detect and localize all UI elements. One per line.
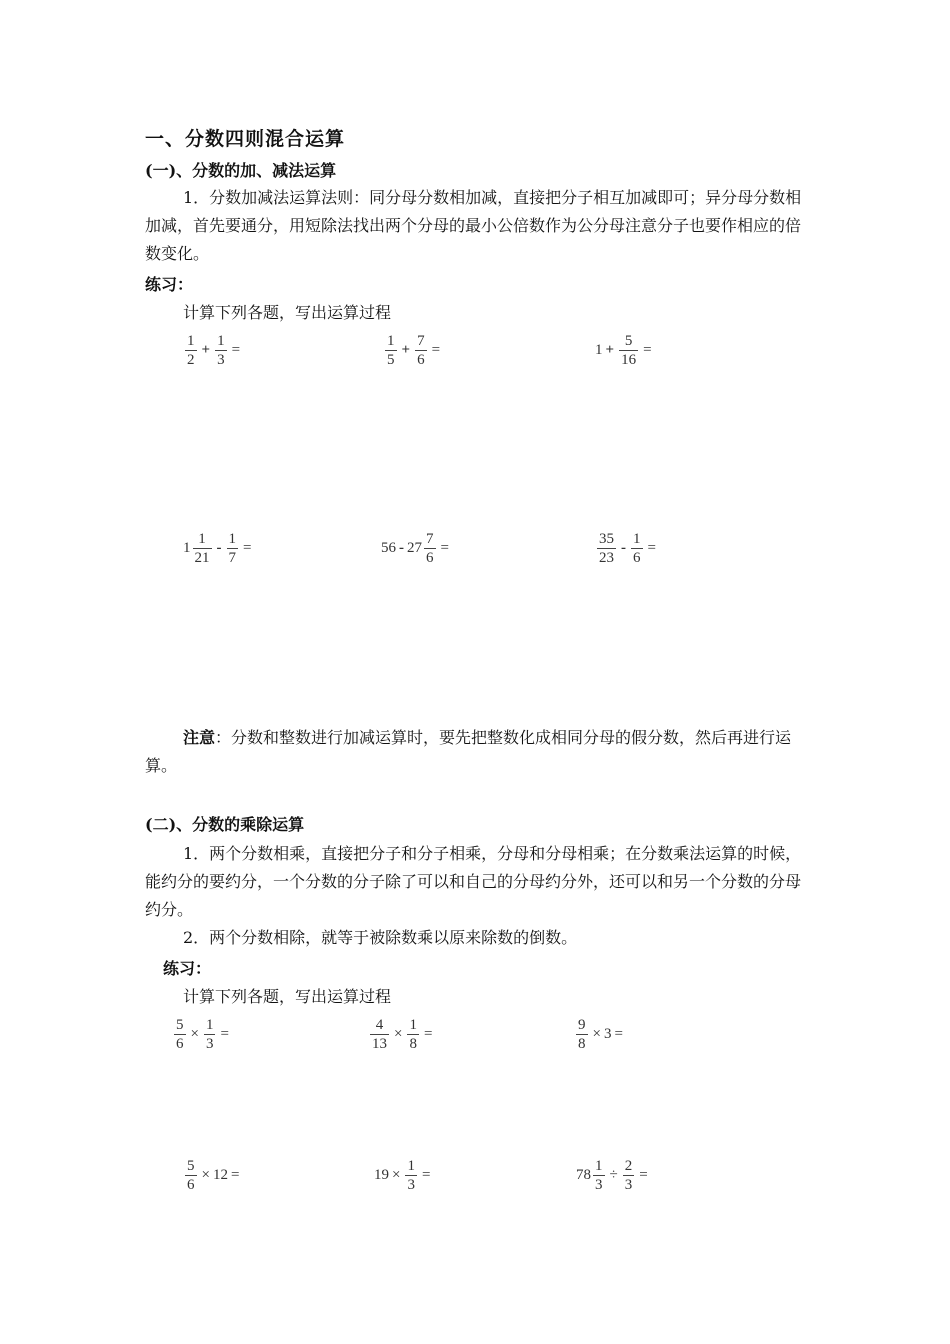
fraction: $\frac{1}{3}$ [217,333,225,368]
problem-10: $\frac{5}{6}$ × 12 = [187,1158,240,1193]
problem-3: 1 + $\frac{5}{16}$ = [595,333,652,368]
fraction: $\frac{1}{8}$ [409,1017,417,1052]
fraction: $\frac{1}{5}$ [387,333,395,368]
fraction: $\frac{1}{21}$ [194,531,210,566]
rule-add-sub [145,184,815,268]
fraction: $\frac{5}{6}$ [176,1017,184,1052]
section-title: 一、分数四则混合运算 [145,128,346,150]
rule-div [145,924,815,952]
fraction: $\frac{7}{6}$ [426,531,434,566]
fraction: $\frac{5}{6}$ [187,1158,195,1193]
fraction: $\frac{7}{6}$ [417,333,425,368]
practice-label-1: 练习： [145,275,194,294]
problem-7: $\frac{5}{6}$ × $\frac{1}{3}$ = [176,1017,229,1052]
fraction: $\frac{1}{3}$ [595,1158,603,1193]
rule-div-text: 2．两个分数相除，就等于被除数乘以原来除数的倒数。 [183,928,578,947]
fraction: $\frac{2}{3}$ [624,1158,633,1193]
fraction: $\frac{1}{7}$ [228,531,236,566]
problem-4: 1 $\frac{1}{21}$ - $\frac{1}{7}$ = [183,531,252,566]
problem-2: $\frac{1}{5}$ + $\frac{7}{6}$ = [387,333,441,368]
problem-8: $\frac{4}{13}$ × $\frac{1}{8}$ = [372,1017,433,1052]
note-text: ：分数和整数进行加减运算时，要先把整数化成相同分母的假分数，然后再进行运算。 [145,728,792,775]
subsection-title-add-sub: (一)、分数的加、减法运算 [145,161,337,180]
fraction: $\frac{35}{23}$ [599,531,614,566]
rule-mul [145,840,815,924]
practice-label-2: 练习： [163,959,212,978]
subsection-title-mul-div: (二)、分数的乘除运算 [145,815,305,834]
problem-12: 78 $\frac{1}{3}$ ÷ $\frac{2}{3}$ = [576,1158,648,1193]
problem-9: $\frac{9}{8}$ × 3 = [578,1017,623,1052]
problem-1: $\frac{1}{2}$ + $\frac{1}{3}$ = [187,333,241,368]
rule-mul-text: 1．两个分数相乘，直接把分子和分子相乘，分母和分母相乘；在分数乘法运算的时候，能约分的要约分，一个分数的分子除了可以和自己的分母约分外，还可以和另一个分数的分母约分。 [145,844,802,919]
fraction: $\frac{1}{6}$ [633,531,641,566]
problem-6: $\frac{35}{23}$ - $\frac{1}{6}$ = [599,531,656,566]
fraction: $\frac{1}{2}$ [187,333,195,368]
problem-11: 19 × $\frac{1}{3}$ = [374,1158,431,1193]
fraction: $\frac{1}{3}$ [205,1017,214,1052]
fraction: $\frac{4}{13}$ [372,1017,387,1052]
instruction-1: 计算下列各题，写出运算过程 [183,303,392,322]
rule-add-sub-text: 1．分数加减法运算法则：同分母分数相加减，直接把分子相互加减即可；异分母分数相加减，首先要通分，用短除法找出两个分母的最小公倍数作为公分母注意分子也要作相应的倍数变化。 [145,188,802,263]
fraction: $\frac{1}{3}$ [407,1158,415,1193]
problem-5: 56 - 27 $\frac{7}{6}$ = [381,531,449,566]
note-paragraph [145,724,815,780]
instruction-2: 计算下列各题，写出运算过程 [183,987,392,1006]
fraction: $\frac{9}{8}$ [578,1017,586,1052]
note-label: 注意 [183,728,216,747]
fraction: $\frac{5}{16}$ [621,333,637,368]
